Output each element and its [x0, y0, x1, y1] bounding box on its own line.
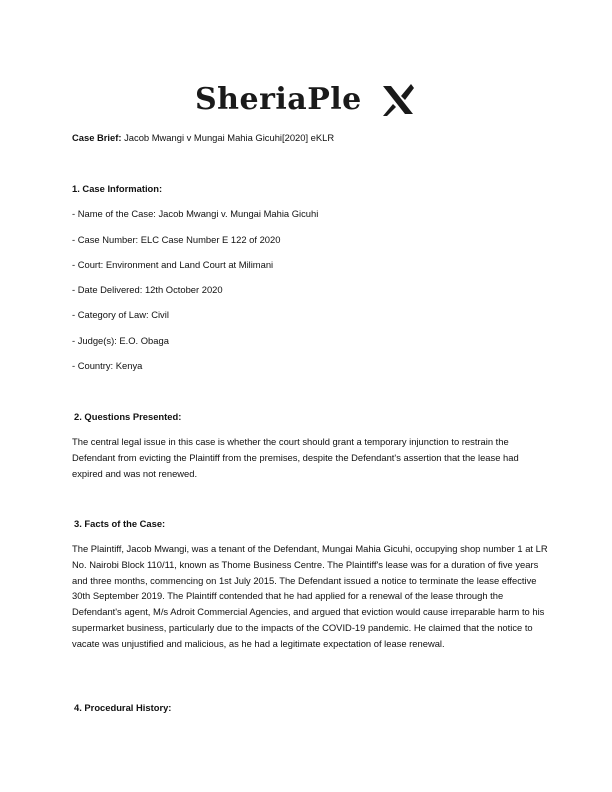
- section-heading-facts: 3. Facts of the Case:: [74, 518, 166, 529]
- case-brief-title: Jacob Mwangi v Mungai Mahia Gicuhi[2020] eKLR: [124, 132, 335, 143]
- case-info-item: - Name of the Case: Jacob Mwangi v. Mungai Mahia Gicuhi: [72, 208, 319, 219]
- x-mark-icon: [381, 82, 415, 118]
- case-brief-label: Case Brief:: [72, 132, 122, 143]
- sheriaplex-logo: [195, 80, 417, 122]
- case-info-item: - Country: Kenya: [72, 360, 143, 371]
- case-info-item: - Date Delivered: 12th October 2020: [72, 284, 223, 295]
- case-info-item: - Case Number: ELC Case Number E 122 of 2020: [72, 234, 281, 245]
- logo-text: SheriaPle: [195, 82, 362, 117]
- section-heading-procedural-history: 4. Procedural History:: [74, 702, 172, 713]
- section-heading-questions-presented: 2. Questions Presented:: [74, 411, 182, 422]
- case-brief-line: [72, 132, 334, 144]
- facts-paragraph: The Plaintiff, Jacob Mwangi, was a tenant of the Defendant, Mungai Mahia Gicuhi, occupying shop number 1 at LR No. Nairobi Block 110/11, known as Thome Business Centre. The Plaintiff's lease was for a duration of five years and three months, commencing on 1st July 2015. The Defendant issued a notice to terminate the lease effective 30th September 2019. The Plaintiff contended that he had applied for a renewal of the lease through the Defendant's agent, M/s Adroit Commercial Agencies, and argued that eviction would cause irreparable harm to his supermarket business, particularly due to the impacts of the COVID-19 pandemic. He claimed that the notice to vacate was unjustified and malicious, as he had a legitimate expectation of lease renewal.: [72, 543, 548, 649]
- case-info-item: - Judge(s): E.O. Obaga: [72, 335, 169, 346]
- case-info-item: - Category of Law: Civil: [72, 309, 169, 320]
- case-info-item: - Court: Environment and Land Court at Milimani: [72, 259, 274, 270]
- questions-presented-paragraph: The central legal issue in this case is whether the court should grant a temporary injunction to restrain the Defendant from evicting the Plaintiff from the premises, despite the Defendant's assertion that the lease had expired and was not renewed.: [72, 436, 519, 479]
- section-heading-case-information: 1. Case Information:: [72, 183, 163, 194]
